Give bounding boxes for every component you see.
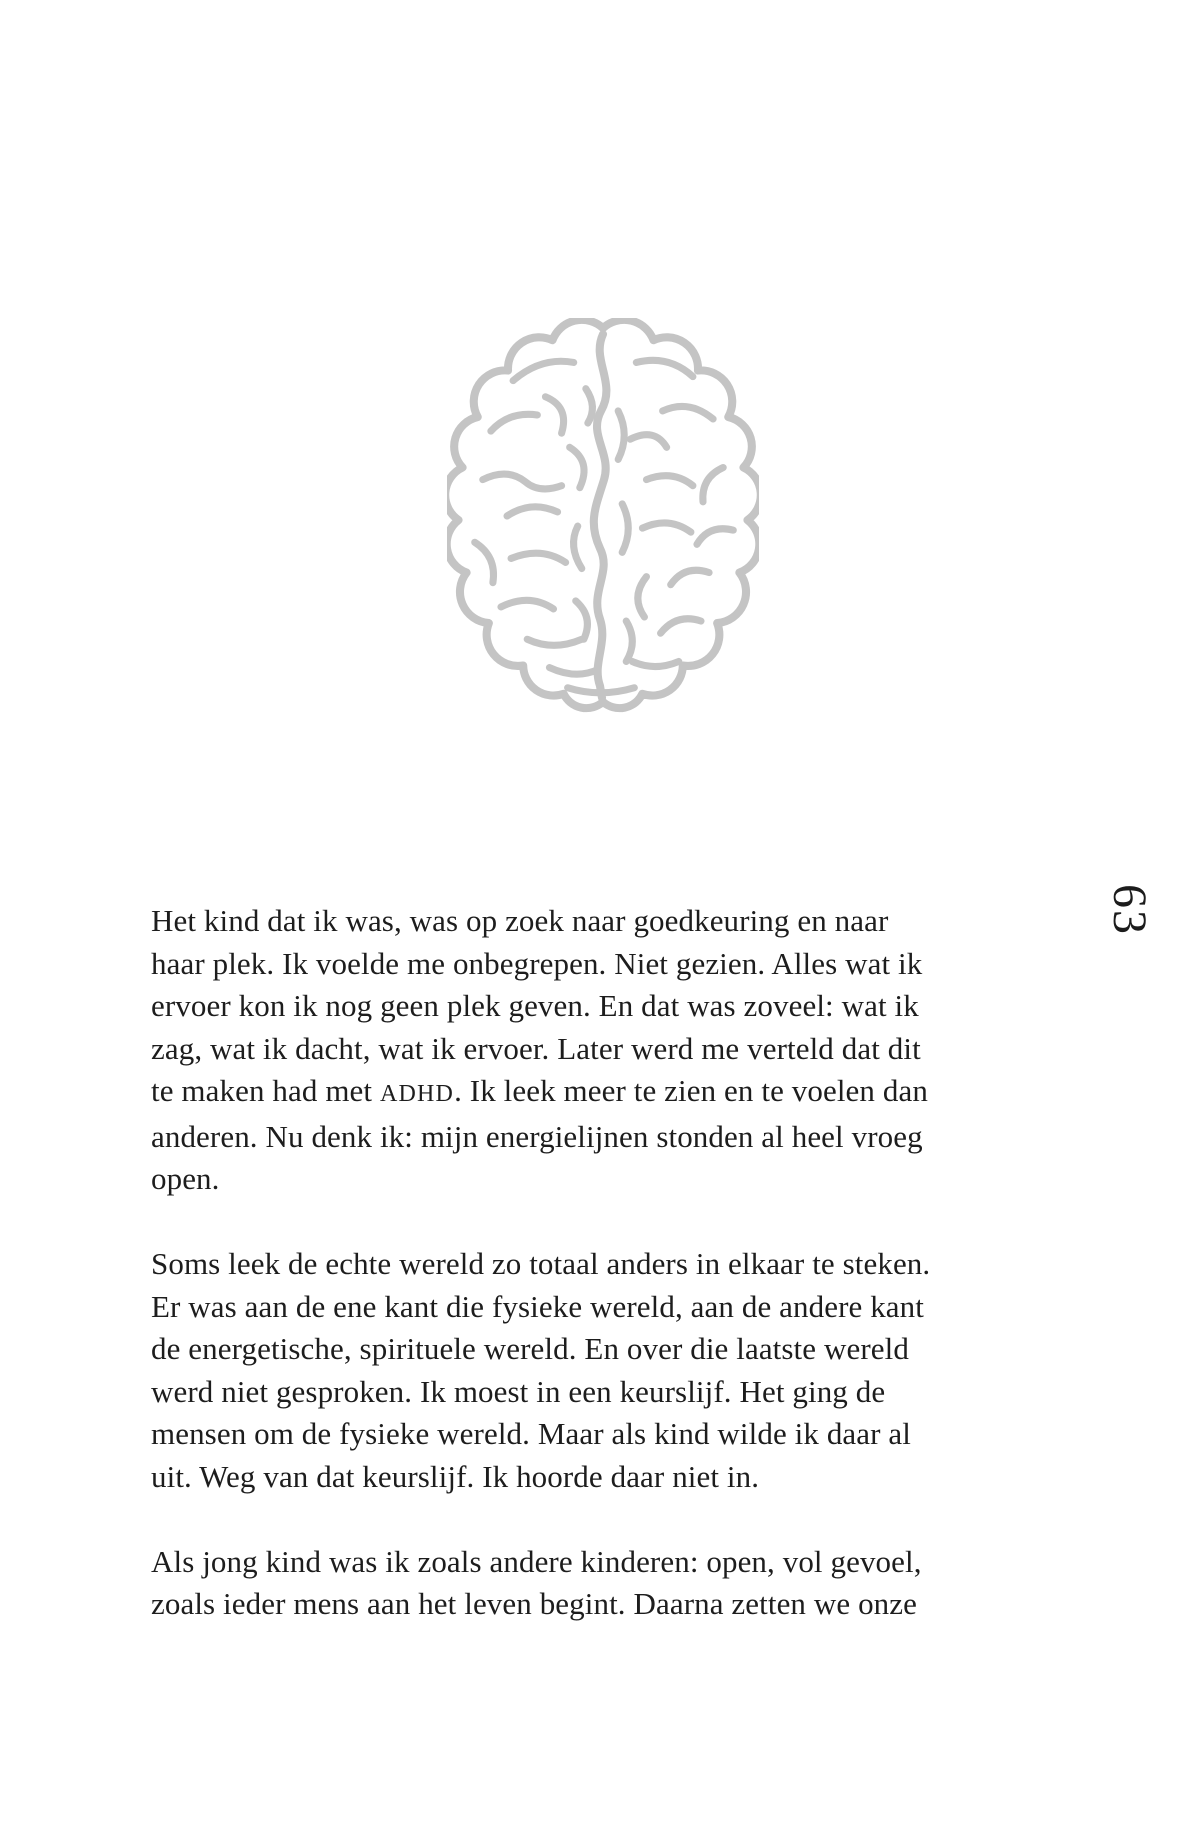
text-line: anderen. Nu denk ik: mijn energielijnen stonden al heel vroeg [151,1118,923,1154]
text-line: zoals ieder mens aan het leven begint. Daarna zetten we onze [151,1586,917,1621]
body-text [151,900,1071,1626]
text-line: zag, wat ik dacht, wat ik ervoer. Later werd me verteld dat dit [151,1030,921,1066]
text-line: Als jong kind was ik zoals andere kinderen: open, vol gevoel, [151,1543,922,1579]
brain-illustration-icon [447,318,759,714]
paragraph-1 [151,900,1071,1201]
text-line: Het kind dat ik was, was op zoek naar goedkeuring en naar [151,903,889,938]
text-line: ervoer kon ik nog geen plek geven. En dat was zoveel: wat ik [151,988,919,1023]
text-segment: te maken had met [151,1073,380,1108]
paragraph-3 [151,1541,1071,1626]
text-line: mensen om de fysieke wereld. Maar als kind wilde ik daar al [151,1416,911,1451]
text-segment: . Ik leek meer te zien en te voelen dan [454,1073,928,1108]
page-number: 63 [1103,884,1156,936]
text-line: Er was aan de ene kant die fysieke wereld, aan de andere kant [151,1288,924,1324]
text-line: open. [151,1161,220,1196]
text-line [151,1070,1071,1116]
adhd-smallcaps: ADHD [379,1081,455,1107]
text-line: haar plek. Ik voelde me onbegrepen. Niet gezien. Alles wat ik [151,945,923,981]
text-line: uit. Weg van dat keurslijf. Ik hoorde daar niet in. [151,1458,760,1494]
text-line: Soms leek de echte wereld zo totaal anders in elkaar te steken. [151,1246,931,1281]
text-line: werd niet gesproken. Ik moest in een keurslijf. Het ging de [151,1373,886,1409]
text-line: de energetische, spirituele wereld. En over die laatste wereld [151,1331,909,1366]
paragraph-2 [151,1243,1071,1498]
